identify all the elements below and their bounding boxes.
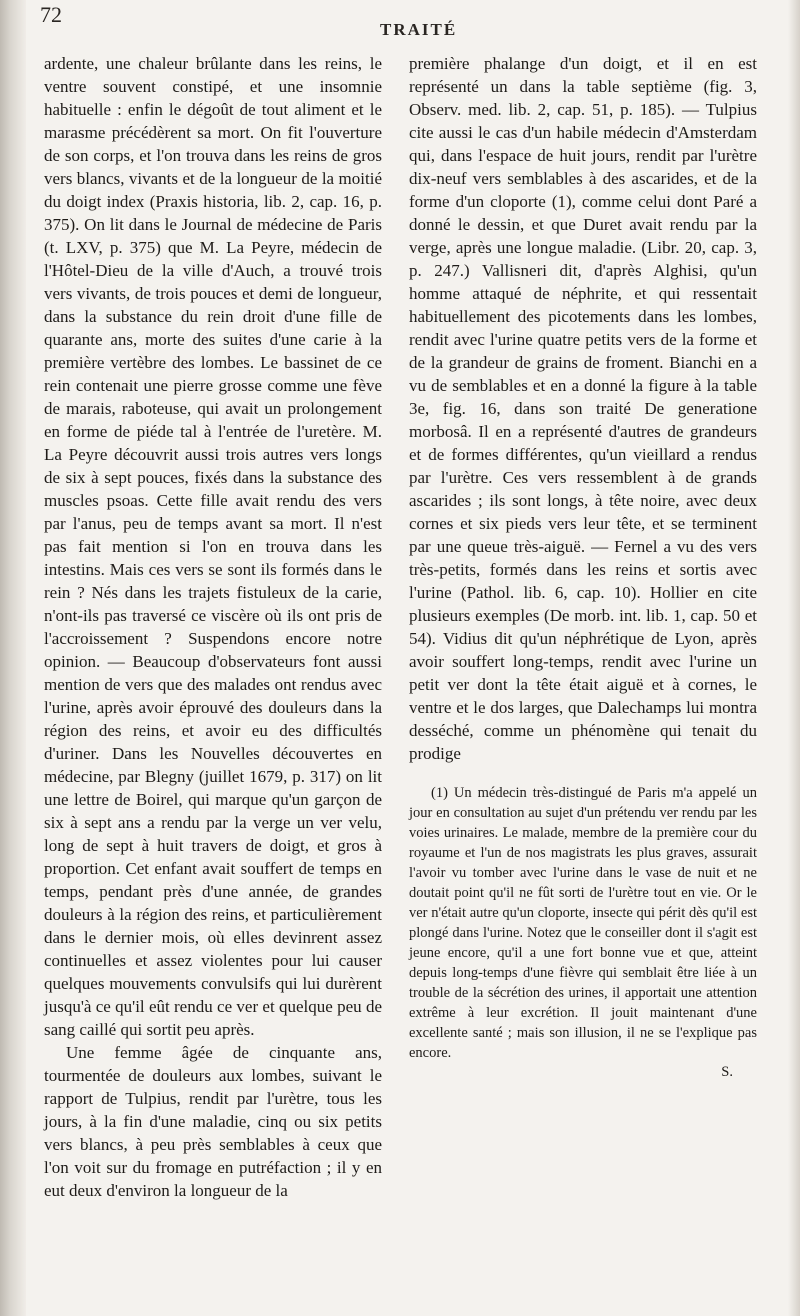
- left-column: [44, 52, 382, 1202]
- binding-edge: [0, 0, 26, 1316]
- left-paragraph-1: ardente, une chaleur brûlante dans les reins, le ventre souvent constipé, et une insomnie habituelle : enfin le dégoût de tout aliment et le marasme précédèrent sa mort. On fit l'ouverture de son corps, et l'on trouva dans les reins de gros vers blancs, vivants et de la longueur de la moitié du doigt index (Praxis historia, lib. 2, cap. 16, p. 375). On lit dans le Journal de médecine de Paris (t. LXV, p. 375) que M. La Peyre, médecin de l'Hôtel-Dieu de la ville d'Auch, a trouvé trois vers vivants, de trois pouces et demi de longueur, dans la substance du rein droit d'une fille de quarante ans, morte des suites d'une carie à la première vertèbre des lombes. Le bassinet de ce rein contenait une pierre grosse comme une fève de marais, raboteuse, qui avait un prolongement en forme de piéde tal à l'entrée de l'uretère. M. La Peyre découvrit aussi trois autres vers longs de six à sept pouces, fixés dans la substance des muscles psoas. Cette fille avait rendu des vers par l'anus, peu de temps avant sa mort. Il n'est pas fait mention si l'on en trouva dans les intestins. Mais ces vers se sont ils formés dans le rein ? Nés dans les trajets fistuleux de la carie, n'ont-ils pas traversé ce viscère où ils ont pris de l'accroissement ? Suspendons encore notre opinion. — Beaucoup d'observateurs font aussi mention de vers que des malades ont rendus avec l'urine, après avoir éprouvé des douleurs dans la région des reins, et avoir eu des difficultés d'uriner. Dans les Nouvelles découvertes en médecine, par Blegny (juillet 1679, p. 317) on lit une lettre de Boirel, qui marque qu'un garçon de six à sept ans a rendu par la verge un ver velu, long de sept à huit travers de doigt, et gros à proportion. Cet enfant avait souffert de temps en temps, pendant près d'une année, de grandes douleurs à la région des reins, et particulièrement dans le dernier mois, où elles devinrent assez continuelles et assez violentes pour lui causer quelques mouvements convulsifs qui lui durèrent jusqu'à ce qu'il eût rendu ce ver et quelque peu de sang caillé qui sortit peu après.: [44, 54, 382, 1039]
- column-gutter: [398, 70, 399, 1250]
- right-column: [409, 52, 757, 1081]
- footnote-signature: S.: [721, 1064, 733, 1080]
- left-paragraph-2: Une femme âgée de cinquante ans, tourmentée de douleurs aux lombes, suivant le rapport de Tulpius, rendit par l'urètre, tous les jours, à la fin d'une maladie, cinq ou six petits vers blancs, à peu près semblables à ceux que l'on voit sur du fromage en putréfaction ; il y en eut deux d'environ la longueur de la: [44, 1043, 382, 1200]
- page-number: 72: [40, 2, 62, 27]
- right-paragraph-1: première phalange d'un doigt, et il en est représenté un dans la table septième (fig. 3, Observ. med. lib. 2, cap. 51, p. 185). — Tulpius cite aussi le cas d'un habile médecin d'Amsterdam qui, dans l'espace de huit jours, rendit par l'urètre dix-neuf vers semblables à des ascarides, et de la forme d'un cloporte (1), comme celui dont Paré a donné le dessin, et que Duret avait rendu par la verge, après une longue maladie. (Libr. 20, cap. 3, p. 247.) Vallisneri dit, d'après Alghisi, qu'un homme attaqué de néphrite, et qui ressentait habituellement des picotements dans les lombes, rendit avec l'urine quatre petits vers de la forme et de la grandeur de grains de froment. Bianchi en a vu de semblables et en a donné la figure à la table 3e, fig. 16, dans son traité De generatione morbosâ. Il en a représenté d'autres de grandeurs et de formes différentes, qu'un vieillard a rendus par l'urètre. Ces vers ressemblent à de grands ascarides ; ils sont longs, à tête noire, avec deux cornes et six pieds vers leur tête, et se terminent par une queue très-aiguë. — Fernel a vu des vers très-petits, formés dans les reins et sortis avec l'urine (Pathol. lib. 6, cap. 10). Hollier en cite plusieurs exemples (De morb. int. lib. 1, cap. 50 et 54). Vidius dit qu'un néphrétique de Lyon, après avoir souffert long-temps, rendit avec l'urine un petit ver dont la tête était aiguë et à cornes, le ventre et le dos larges, que Dalechamps lui montra desséché, comme un phénomène qui tenait du prodige: [409, 54, 757, 763]
- page-edge-shadow: [788, 0, 800, 1316]
- running-title: TRAITÉ: [380, 20, 458, 39]
- footnote: (1) Un médecin très-distingué de Paris m'a appelé un jour en consultation au sujet d'un prétendu ver rendu par les voies urinaires. Le malade, membre de la première cour du royaume et l'un de nos magistrats les plus graves, assurait l'avoir vu tomber avec l'urine dans le vase de nuit et ne doutait point qu'il ne fût sorti de l'urètre tout en vie. Or le ver n'était autre qu'un cloporte, insecte qui périt dès qu'il est plongé dans l'urine. Notez que le conseiller dont il s'agit est jeune encore, qu'il a une fort bonne vue et que, atteint depuis long-temps d'une fièvre qui semblait être liée à un trouble de la sécrétion des urines, il apportait une attention extrême à leur excrétion. Il jouit maintenant d'une excellente santé ; mais son illusion, il ne se l'explique pas encore.: [409, 785, 757, 1061]
